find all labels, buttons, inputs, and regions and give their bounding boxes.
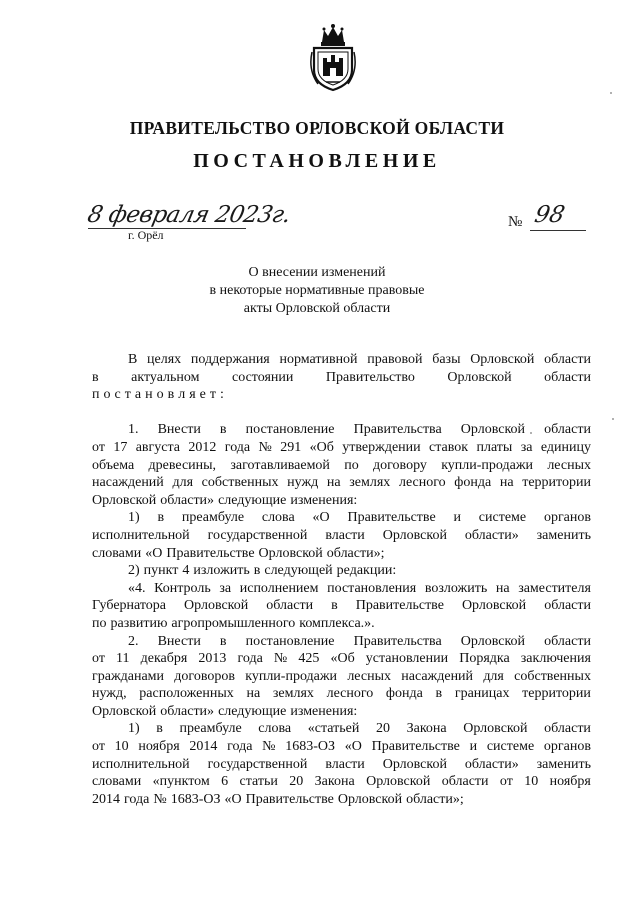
body-line: Губернатора Орловской области в Правительстве Орловской области: [92, 598, 591, 614]
body-line: в актуальном состоянии Правительство Орловской области: [92, 369, 591, 385]
scan-speck: [530, 432, 532, 434]
body-line: 1. Внести в постановление Правительства Орловской области: [128, 422, 591, 438]
body-line: 2) пункт 4 изложить в следующей редакции:: [128, 563, 397, 579]
number-label: №: [508, 214, 523, 230]
body-line: гражданами договоров купли-продажи лесных насаждений для собственных: [92, 668, 591, 684]
body-line: 1) в преамбуле слова «статьей 20 Закона Орловской области: [128, 721, 591, 737]
coat-of-arms-emblem: [308, 22, 358, 92]
subject-line: акты Орловской области: [243, 301, 391, 316]
city-label: г. Орёл: [128, 228, 164, 242]
handwritten-number: 98: [532, 202, 568, 228]
body-line: словами «пунктом 6 статьи 20 Закона Орловской области от 10 ноября: [92, 774, 591, 790]
body-line: Орловской области» следующие изменения:: [92, 492, 358, 508]
handwritten-date: 8 февраля 2023г.: [85, 202, 293, 228]
body-line: 2014 года № 1683-ОЗ «О Правительстве Орловской области»;: [92, 791, 464, 807]
number-underline: [530, 230, 586, 231]
body-line: от 17 августа 2012 года № 291 «Об утверждении ставок платы за единицу: [92, 439, 591, 455]
body-line: от 10 ноября 2014 года № 1683-ОЗ «О Правительстве и системе органов: [92, 739, 591, 755]
scan-speck: [612, 418, 614, 420]
body-line: нужд, расположенных на землях лесного фонда в границах территории: [92, 686, 591, 702]
body-line: 1) в преамбуле слова «О Правительстве и системе органов: [128, 510, 591, 526]
document-type-title: ПОСТАНОВЛЕНИЕ: [193, 150, 441, 172]
body-line: исполнительной государственной власти Орловской области» заменить: [92, 756, 591, 772]
body-line: от 11 декабря 2013 года № 425 «Об установлении Порядка заключения: [92, 651, 591, 667]
scan-speck: [610, 92, 612, 94]
body-line: словами «О Правительстве Орловской области»;: [92, 545, 385, 561]
body-line: насаждений для собственных нужд на землях лесного фонда на территории: [92, 475, 591, 491]
body-line: «4. Контроль за исполнением постановления возложить на заместителя: [128, 580, 591, 596]
body-line: 2. Внести в постановление Правительства Орловской области: [128, 633, 591, 649]
subject-line: О внесении изменений: [248, 265, 386, 280]
paragraph-gap: [92, 404, 591, 422]
subject-line: в некоторые нормативные правовые: [209, 283, 425, 298]
date-underline: [88, 228, 246, 229]
body-line: исполнительной государственной власти Орловской области» заменить: [92, 527, 591, 543]
body-line: Орловской области» следующие изменения:: [92, 703, 358, 719]
body-line: объема древесины, заготавливаемой по договору купли-продажи лесных: [92, 457, 591, 473]
body-line: В целях поддержания нормативной правовой базы Орловской области: [128, 352, 591, 367]
government-title: ПРАВИТЕЛЬСТВО ОРЛОВСКОЙ ОБЛАСТИ: [129, 118, 505, 138]
body-line: по развитию агропромышленного комплекса.».: [92, 615, 375, 631]
subject-block: [0, 264, 634, 318]
document-body: [92, 351, 591, 808]
body-line: п о с т а н о в л я е т :: [92, 387, 224, 403]
